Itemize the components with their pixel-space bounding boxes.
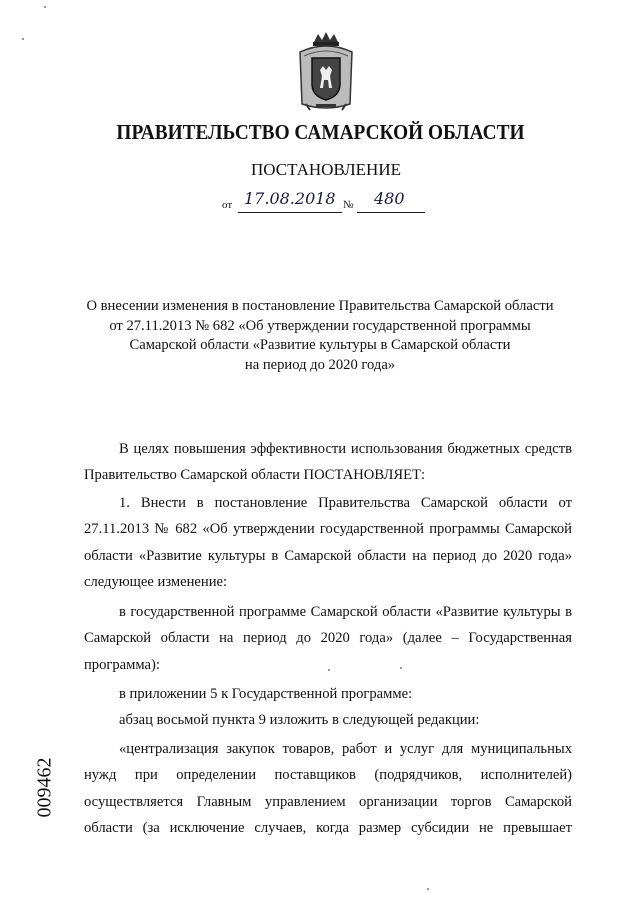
number-prefix: № xyxy=(343,199,354,211)
coat-of-arms-emblem xyxy=(296,30,356,114)
document-stamp-number xyxy=(33,748,55,828)
scan-speck xyxy=(400,667,402,669)
subject-line: Самарской области «Развитие культуры в Самарской области xyxy=(129,337,511,353)
body-paragraph-1 xyxy=(84,490,572,595)
government-title: ПРАВИТЕЛЬСТВО САМАРСКОЙ ОБЛАСТИ xyxy=(116,120,525,144)
subject-line: на период до 2020 года» xyxy=(244,356,396,373)
number-value: 480 xyxy=(374,189,405,208)
paragraph-text: «централизация закупок товаров, работ и услуг для муниципальных нужд при определении поставщиков (подрядчиков, исполнителей) осуществляется Главным управлением организации торгов Самарской области (за исключение случаев, когда размер субсидии не превышает xyxy=(84,741,572,836)
subject-line: О внесении изменения в постановление Правительства Самарской области xyxy=(86,298,554,314)
date-prefix: от xyxy=(222,199,233,211)
scan-speck xyxy=(22,38,24,40)
body-paragraph-4 xyxy=(84,707,572,733)
subject-line: от 27.11.2013 № 682 «Об утверждении государственной программы xyxy=(109,317,531,334)
paragraph-text: в приложении 5 к Государственной программе: xyxy=(119,686,413,702)
date-value: 17.08.2018 xyxy=(244,189,336,208)
paragraph-text: абзац восьмой пункта 9 изложить в следующей редакции: xyxy=(119,712,480,728)
stamp-number-text: 009462 xyxy=(33,757,56,818)
document-subject xyxy=(60,297,580,375)
body-paragraph-preamble xyxy=(84,436,572,489)
number-underline xyxy=(357,212,425,213)
scan-speck xyxy=(328,669,330,671)
scan-speck xyxy=(44,6,46,8)
body-paragraph-3 xyxy=(84,681,572,707)
paragraph-text: 1. Внести в постановление Правительства Самарской области от 27.11.2013 № 682 «Об утверждении государственной программы Самарской области «Развитие культуры в Самарской области на период до 2020 года» следующее изменение: xyxy=(84,495,572,590)
document-type: ПОСТАНОВЛЕНИЕ xyxy=(250,160,401,179)
scan-speck xyxy=(427,888,429,890)
paragraph-text: В целях повышения эффективности использования бюджетных средств Правительство Самарской области ПОСТАНОВЛЯЕТ: xyxy=(84,441,572,484)
body-paragraph-2 xyxy=(84,599,572,678)
body-paragraph-5 xyxy=(84,736,572,841)
paragraph-text: в государственной программе Самарской области «Развитие культуры в Самарской области на период до 2020 года» (далее – Государственная программа): xyxy=(84,604,572,673)
date-underline xyxy=(238,212,342,213)
